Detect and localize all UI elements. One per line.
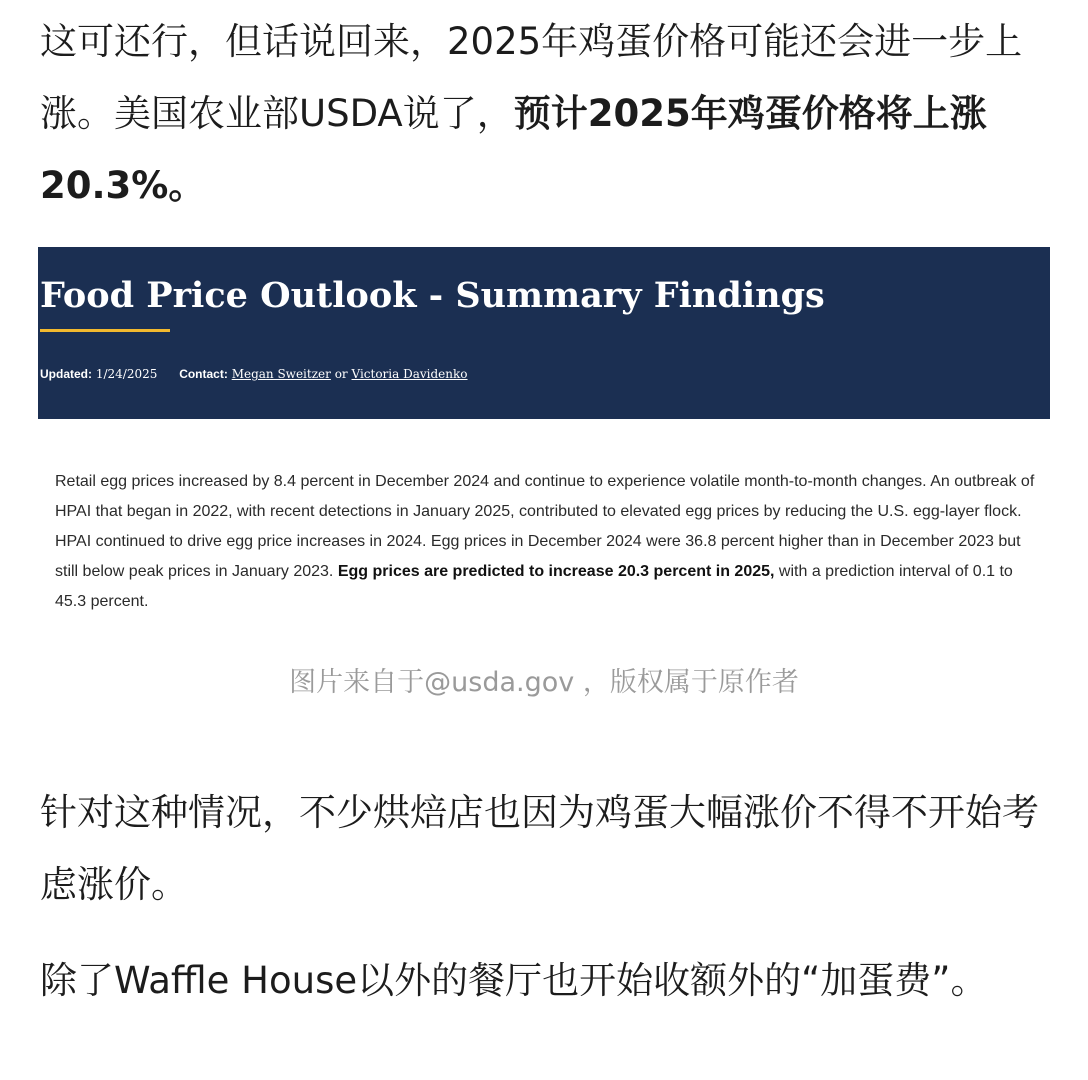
contact-link-sweitzer[interactable]: Megan Sweitzer (231, 367, 331, 381)
excerpt-body: Retail egg prices increased by 8.4 percent in December 2024 and continue to experience volatile month-to-month changes. An outbreak of HPAI that began in 2022, with recent detections in January 2025, contributed to elevated egg prices by reducing the U.S. egg-layer flock. HPAI continued to drive egg price increases in 2024. Egg prices in December 2024 were 36.8 percent higher than in December 2023 but still below peak prices in January 2023. (55, 473, 1035, 580)
updated-label: Updated: (40, 367, 92, 381)
contact-link-davidenko[interactable]: Victoria Davidenko (351, 367, 468, 381)
contact-or: or (334, 367, 348, 381)
article-paragraph-2: 针对这种情况，不少烘焙店也因为鸡蛋大幅涨价不得不开始考虑涨价。 (40, 791, 1039, 906)
usda-screenshot-figure (38, 247, 1050, 610)
excerpt-bold: Egg prices are predicted to increase 20.3 percent in 2025, (337, 563, 775, 580)
banner-title: Food Price Outlook - Summary Findings (40, 275, 825, 316)
usda-excerpt-text (55, 467, 1035, 617)
paragraph-1-bold: 预计2025年鸡蛋价格将上涨 20.3%。 (40, 92, 987, 207)
contact-label: Contact: (179, 367, 228, 381)
banner-meta-line (40, 367, 468, 381)
excerpt-tail: with a prediction interval of 0.1 to 45.3 percent. (55, 563, 1013, 610)
paragraph-1-text: 这可还行，但话说回来，2025年鸡蛋价格可能还会进一步上涨。美国农业部USDA说了， (40, 20, 1023, 135)
title-underline-rule (40, 329, 170, 332)
updated-date: 1/24/2025 (95, 367, 158, 381)
article-paragraph-1 (40, 6, 1050, 222)
image-caption: 图片来自于@usda.gov ，版权属于原作者 (289, 667, 799, 698)
usda-header-banner (38, 247, 1050, 419)
article-paragraph-3: 除了Waffle House以外的餐厅也开始收额外的“加蛋费”。 (40, 959, 988, 1002)
